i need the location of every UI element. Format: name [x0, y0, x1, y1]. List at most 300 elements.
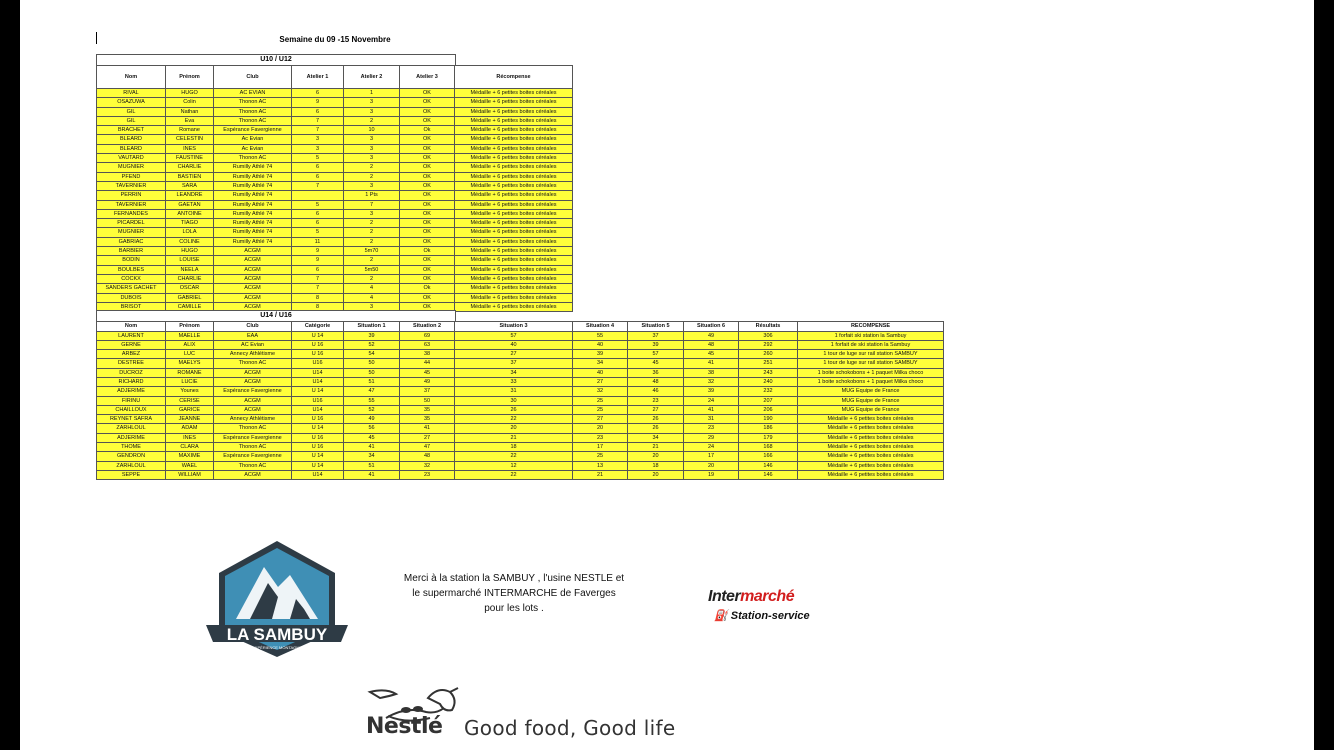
u14-header-row: [97, 322, 944, 332]
u14-header-cell: Club: [214, 322, 292, 332]
table-cell: Médaille + 6 petites boites céréales: [455, 135, 573, 144]
table-row: [97, 265, 573, 274]
table-cell: 6: [292, 209, 344, 218]
table-cell: 7: [292, 116, 344, 125]
u10-header-cell: Récompense: [455, 66, 573, 89]
table-cell: Espérance Favergienne: [214, 387, 292, 396]
table-cell: 36: [628, 368, 684, 377]
table-cell: FERNANDES: [97, 209, 166, 218]
table-cell: ANTOINE: [166, 209, 214, 218]
table-cell: Médaille + 6 petites boites céréales: [455, 154, 573, 163]
table-cell: OK: [400, 89, 455, 98]
table-cell: 21: [455, 433, 573, 442]
table-cell: JEANNE: [166, 415, 214, 424]
table-cell: Nathan: [166, 107, 214, 116]
table-cell: 7: [292, 181, 344, 190]
table-cell: BRISOT: [97, 302, 166, 311]
table-cell: COCKX: [97, 274, 166, 283]
table-cell: 49: [684, 331, 739, 340]
table-cell: MAELYS: [166, 359, 214, 368]
table-cell: Médaille + 6 petites boites céréales: [455, 107, 573, 116]
table-row: [97, 98, 573, 107]
table-cell: 39: [344, 331, 400, 340]
table-cell: Thonon AC: [214, 116, 292, 125]
table-cell: OK: [400, 98, 455, 107]
table-row: [97, 293, 573, 302]
table-cell: Médaille + 6 petites boites céréales: [798, 452, 944, 461]
table-cell: 186: [739, 424, 798, 433]
table-cell: Médaille + 6 petites boites céréales: [455, 302, 573, 311]
table-cell: 4: [344, 284, 400, 293]
table-cell: 37: [400, 387, 455, 396]
table-cell: 22: [455, 452, 573, 461]
table-cell: 19: [684, 470, 739, 479]
table-cell: 2: [344, 228, 400, 237]
table-cell: 35: [400, 405, 455, 414]
table-cell: Rumilly Athlé 74: [214, 237, 292, 246]
table-row: [97, 247, 573, 256]
table-cell: DUCROZ: [97, 368, 166, 377]
table-cell: OK: [400, 302, 455, 311]
table-cell: 26: [628, 424, 684, 433]
table-cell: RIVAL: [97, 89, 166, 98]
table-cell: 69: [400, 331, 455, 340]
table-row: [97, 256, 573, 265]
table-cell: 51: [344, 377, 400, 386]
table-cell: 50: [344, 368, 400, 377]
u14-header-cell: Prénom: [166, 322, 214, 332]
sambuy-logo-text: LA SAMBUY: [226, 625, 328, 644]
table-cell: 6: [292, 107, 344, 116]
table-cell: RICHARD: [97, 377, 166, 386]
table-cell: 25: [573, 405, 628, 414]
table-cell: 6: [292, 89, 344, 98]
table-cell: 24: [684, 396, 739, 405]
table-row: [97, 461, 944, 470]
table-cell: Médaille + 6 petites boites céréales: [455, 200, 573, 209]
table-cell: 2: [344, 172, 400, 181]
table-cell: 54: [344, 350, 400, 359]
table-cell: 9: [292, 256, 344, 265]
u10-header-cell: Atelier 3: [400, 66, 455, 89]
table-cell: 240: [739, 377, 798, 386]
table-cell: 13: [573, 461, 628, 470]
table-cell: Rumilly Athlé 74: [214, 228, 292, 237]
table-cell: 52: [344, 405, 400, 414]
u14-results-table: [96, 321, 944, 480]
table-cell: 4: [344, 293, 400, 302]
u10-header-cell: Atelier 1: [292, 66, 344, 89]
table-cell: Thonon AC: [214, 461, 292, 470]
table-cell: ACGM: [214, 377, 292, 386]
table-cell: 63: [400, 340, 455, 349]
table-cell: ZARHLOUL: [97, 424, 166, 433]
table-cell: 29: [684, 433, 739, 442]
table-cell: 3: [292, 135, 344, 144]
table-cell: 5: [292, 228, 344, 237]
table-cell: ACGM: [214, 284, 292, 293]
table-cell: MAXIME: [166, 452, 214, 461]
table-cell: 34: [628, 433, 684, 442]
u10-header-cell: Prénom: [166, 66, 214, 89]
table-cell: Médaille + 6 petites boites céréales: [798, 461, 944, 470]
u10-header-cell: Nom: [97, 66, 166, 89]
table-cell: 6: [292, 172, 344, 181]
table-cell: CAMILLE: [166, 302, 214, 311]
table-cell: 47: [344, 387, 400, 396]
table-cell: Rumilly Athlé 74: [214, 200, 292, 209]
table-cell: 1 forfait de ski station la Sambuy: [798, 340, 944, 349]
table-cell: 32: [400, 461, 455, 470]
table-cell: 24: [684, 443, 739, 452]
table-cell: 34: [455, 368, 573, 377]
u10-header-row: [97, 66, 573, 89]
table-cell: ARBEZ: [97, 350, 166, 359]
table-cell: BLEARD: [97, 135, 166, 144]
table-cell: Médaille + 6 petites boites céréales: [455, 89, 573, 98]
table-cell: 30: [455, 396, 573, 405]
table-cell: 8: [292, 302, 344, 311]
table-cell: 27: [455, 350, 573, 359]
table-cell: 2: [344, 237, 400, 246]
table-cell: ACGM: [214, 274, 292, 283]
table-cell: 48: [400, 452, 455, 461]
table-cell: Espérance Favergienne: [214, 126, 292, 135]
table-row: [97, 377, 944, 386]
u14-header-cell: RECOMPENSE: [798, 322, 944, 332]
table-cell: 23: [684, 424, 739, 433]
table-cell: 35: [400, 415, 455, 424]
table-cell: 38: [684, 368, 739, 377]
table-cell: LUCIE: [166, 377, 214, 386]
table-cell: CHAILLOUX: [97, 405, 166, 414]
thanks-text: [390, 571, 638, 616]
table-cell: ACGM: [214, 247, 292, 256]
table-cell: Médaille + 6 petites boites céréales: [798, 470, 944, 479]
table-cell: BASTIEN: [166, 172, 214, 181]
table-cell: Médaille + 6 petites boites céréales: [455, 181, 573, 190]
table-cell: 50: [344, 359, 400, 368]
table-cell: 52: [344, 340, 400, 349]
table-cell: Médaille + 6 petites boites céréales: [455, 191, 573, 200]
table-cell: 25: [573, 396, 628, 405]
table-cell: 1 tour de luge sur rail station SAMBUY: [798, 350, 944, 359]
table-cell: 45: [344, 433, 400, 442]
table-row: [97, 126, 573, 135]
table-cell: 146: [739, 470, 798, 479]
table-cell: 3: [344, 209, 400, 218]
table-cell: OK: [400, 209, 455, 218]
table-cell: Médaille + 6 petites boites céréales: [455, 293, 573, 302]
table-cell: Thonon AC: [214, 443, 292, 452]
thanks-line-3: pour les lots .: [484, 603, 544, 614]
table-cell: 27: [573, 377, 628, 386]
table-row: [97, 350, 944, 359]
table-cell: Ok: [400, 284, 455, 293]
table-cell: 23: [400, 470, 455, 479]
table-row: [97, 89, 573, 98]
table-cell: U 16: [292, 340, 344, 349]
table-cell: U14: [292, 377, 344, 386]
table-cell: OK: [400, 107, 455, 116]
table-cell: OK: [400, 200, 455, 209]
table-cell: Ok: [400, 247, 455, 256]
table-row: [97, 154, 573, 163]
table-cell: 25: [573, 452, 628, 461]
nestle-tagline: Good food, Good life: [464, 716, 676, 740]
table-cell: 9: [292, 247, 344, 256]
table-cell: DESTREE: [97, 359, 166, 368]
table-cell: U 14: [292, 452, 344, 461]
table-cell: 3: [344, 302, 400, 311]
table-cell: GIL: [97, 107, 166, 116]
table-cell: ACGM: [214, 368, 292, 377]
table-cell: 48: [628, 377, 684, 386]
table-cell: ACGM: [214, 256, 292, 265]
table-cell: 260: [739, 350, 798, 359]
table-cell: 27: [400, 433, 455, 442]
table-cell: CHARLIE: [166, 274, 214, 283]
table-cell: 3: [292, 144, 344, 153]
table-cell: Médaille + 6 petites boites céréales: [798, 424, 944, 433]
table-cell: 39: [684, 387, 739, 396]
table-row: [97, 359, 944, 368]
table-cell: 9: [292, 98, 344, 107]
table-cell: 1 boite schokobons + 1 paquet Milka choco: [798, 368, 944, 377]
table-row: [97, 135, 573, 144]
table-row: [97, 228, 573, 237]
nestle-wordmark: Nestlé: [366, 714, 443, 739]
u14-header-cell: Résultats: [739, 322, 798, 332]
table-cell: ACGM: [214, 302, 292, 311]
table-cell: OSAZUWA: [97, 98, 166, 107]
table-cell: 34: [573, 359, 628, 368]
u14-table-caption: U14 / U16: [96, 310, 456, 322]
table-cell: LOLA: [166, 228, 214, 237]
table-cell: SARA: [166, 181, 214, 190]
table-row: [97, 200, 573, 209]
table-cell: 2: [344, 116, 400, 125]
table-cell: U14: [292, 368, 344, 377]
table-cell: AC Evian: [214, 340, 292, 349]
table-cell: 22: [455, 415, 573, 424]
table-cell: TAVERNIER: [97, 200, 166, 209]
table-cell: GENDRON: [97, 452, 166, 461]
table-cell: CHARLIE: [166, 163, 214, 172]
table-cell: Rumilly Athlé 74: [214, 191, 292, 200]
table-row: [97, 424, 944, 433]
table-cell: 1 forfait ski station la Sambuy: [798, 331, 944, 340]
table-row: [97, 452, 944, 461]
table-cell: 5m50: [344, 265, 400, 274]
table-cell: 39: [628, 340, 684, 349]
table-cell: 26: [628, 415, 684, 424]
table-row: [97, 107, 573, 116]
table-cell: BRACHET: [97, 126, 166, 135]
document-page: [20, 0, 1314, 750]
table-cell: 18: [628, 461, 684, 470]
table-cell: TAVERNIER: [97, 181, 166, 190]
table-cell: 17: [684, 452, 739, 461]
table-cell: BOULBES: [97, 265, 166, 274]
table-row: [97, 209, 573, 218]
table-cell: 190: [739, 415, 798, 424]
table-row: [97, 443, 944, 452]
table-cell: CERISE: [166, 396, 214, 405]
table-cell: 206: [739, 405, 798, 414]
table-cell: Médaille + 6 petites boites céréales: [455, 172, 573, 181]
table-cell: 45: [400, 368, 455, 377]
table-cell: 207: [739, 396, 798, 405]
table-cell: LUC: [166, 350, 214, 359]
table-cell: 26: [455, 405, 573, 414]
table-cell: Annecy Athlétisme: [214, 350, 292, 359]
table-cell: Romane: [166, 126, 214, 135]
table-cell: 20: [628, 470, 684, 479]
table-cell: 5: [292, 200, 344, 209]
table-cell: MUG Equipe de France: [798, 396, 944, 405]
table-cell: 6: [292, 163, 344, 172]
thanks-line-1: Merci à la station la SAMBUY , l'usine NESTLE et: [403, 573, 625, 584]
table-cell: 2: [344, 256, 400, 265]
table-cell: Médaille + 6 petites boites céréales: [455, 126, 573, 135]
table-cell: Thonon AC: [214, 107, 292, 116]
table-cell: Médaille + 6 petites boites céréales: [455, 116, 573, 125]
table-cell: Younes: [166, 387, 214, 396]
table-cell: 1: [344, 89, 400, 98]
table-cell: 39: [573, 350, 628, 359]
table-cell: COLINE: [166, 237, 214, 246]
u10-table-caption: U10 / U12: [96, 54, 456, 66]
table-cell: 20: [628, 452, 684, 461]
table-cell: HUGO: [166, 247, 214, 256]
table-cell: 17: [573, 443, 628, 452]
table-cell: 41: [344, 443, 400, 452]
table-cell: Ac Evian: [214, 144, 292, 153]
table-cell: ROMANE: [166, 368, 214, 377]
table-cell: 56: [344, 424, 400, 433]
table-cell: Médaille + 6 petites boites céréales: [455, 219, 573, 228]
table-cell: OK: [400, 135, 455, 144]
table-cell: OK: [400, 237, 455, 246]
table-cell: HUGO: [166, 89, 214, 98]
table-cell: OK: [400, 172, 455, 181]
table-cell: 12: [455, 461, 573, 470]
table-cell: OSCAR: [166, 284, 214, 293]
table-row: [97, 274, 573, 283]
table-cell: Médaille + 6 petites boites céréales: [798, 415, 944, 424]
table-cell: 45: [684, 350, 739, 359]
table-cell: LOUISE: [166, 256, 214, 265]
table-cell: INES: [166, 433, 214, 442]
table-cell: 20: [573, 424, 628, 433]
table-cell: Médaille + 6 petites boites céréales: [798, 443, 944, 452]
table-cell: OK: [400, 219, 455, 228]
table-cell: 48: [684, 340, 739, 349]
table-cell: INES: [166, 144, 214, 153]
table-cell: OK: [400, 191, 455, 200]
u10-header-cell: Club: [214, 66, 292, 89]
table-cell: Annecy Athlétisme: [214, 415, 292, 424]
table-cell: 6: [292, 265, 344, 274]
table-cell: 6: [292, 219, 344, 228]
table-cell: 45: [628, 359, 684, 368]
table-cell: 21: [573, 470, 628, 479]
table-cell: TIAGO: [166, 219, 214, 228]
table-cell: 21: [628, 443, 684, 452]
table-cell: Médaille + 6 petites boites céréales: [455, 144, 573, 153]
table-cell: LEANDRE: [166, 191, 214, 200]
table-cell: MUGNIER: [97, 163, 166, 172]
table-cell: U 16: [292, 415, 344, 424]
table-cell: 2: [344, 219, 400, 228]
table-cell: 38: [400, 350, 455, 359]
text-cursor: [96, 32, 97, 44]
table-cell: OK: [400, 163, 455, 172]
table-cell: 51: [344, 461, 400, 470]
table-cell: 57: [628, 350, 684, 359]
table-cell: MUG Equipe de France: [798, 387, 944, 396]
fuel-pump-icon: ⛽: [714, 610, 728, 622]
table-cell: ZARHLOUL: [97, 461, 166, 470]
table-cell: ACGM: [214, 470, 292, 479]
table-cell: 3: [344, 181, 400, 190]
table-cell: 3: [344, 98, 400, 107]
table-cell: 47: [400, 443, 455, 452]
u14-header-cell: Nom: [97, 322, 166, 332]
u14-header-cell: Catégorie: [292, 322, 344, 332]
table-cell: 3: [344, 144, 400, 153]
table-cell: NEELA: [166, 265, 214, 274]
table-cell: ACGM: [214, 405, 292, 414]
table-cell: BODIN: [97, 256, 166, 265]
table-cell: 8: [292, 293, 344, 302]
table-cell: 40: [455, 340, 573, 349]
table-cell: THOME: [97, 443, 166, 452]
table-cell: FIRINU: [97, 396, 166, 405]
table-row: [97, 415, 944, 424]
la-sambuy-logo: [206, 539, 348, 659]
table-cell: Rumilly Athlé 74: [214, 209, 292, 218]
table-cell: ACGM: [214, 396, 292, 405]
table-row: [97, 181, 573, 190]
table-cell: U16: [292, 396, 344, 405]
table-cell: ALIX: [166, 340, 214, 349]
table-row: [97, 284, 573, 293]
table-cell: U 14: [292, 461, 344, 470]
u14-header-cell: Situation 3: [455, 322, 573, 332]
table-cell: 46: [628, 387, 684, 396]
table-cell: Rumilly Athlé 74: [214, 219, 292, 228]
table-cell: OK: [400, 293, 455, 302]
table-cell: SANDERS GACHET: [97, 284, 166, 293]
table-cell: 166: [739, 452, 798, 461]
table-cell: Médaille + 6 petites boites céréales: [455, 209, 573, 218]
table-row: [97, 116, 573, 125]
table-cell: SEPPE: [97, 470, 166, 479]
table-cell: GAETAN: [166, 200, 214, 209]
table-cell: 40: [573, 368, 628, 377]
table-cell: 50: [400, 396, 455, 405]
table-cell: WILLIAM: [166, 470, 214, 479]
table-cell: Médaille + 6 petites boites céréales: [455, 237, 573, 246]
table-cell: OK: [400, 154, 455, 163]
table-cell: 7: [344, 200, 400, 209]
table-cell: Espérance Favergienne: [214, 433, 292, 442]
table-cell: GERNE: [97, 340, 166, 349]
table-cell: 20: [684, 461, 739, 470]
table-cell: AC EVIAN: [214, 89, 292, 98]
